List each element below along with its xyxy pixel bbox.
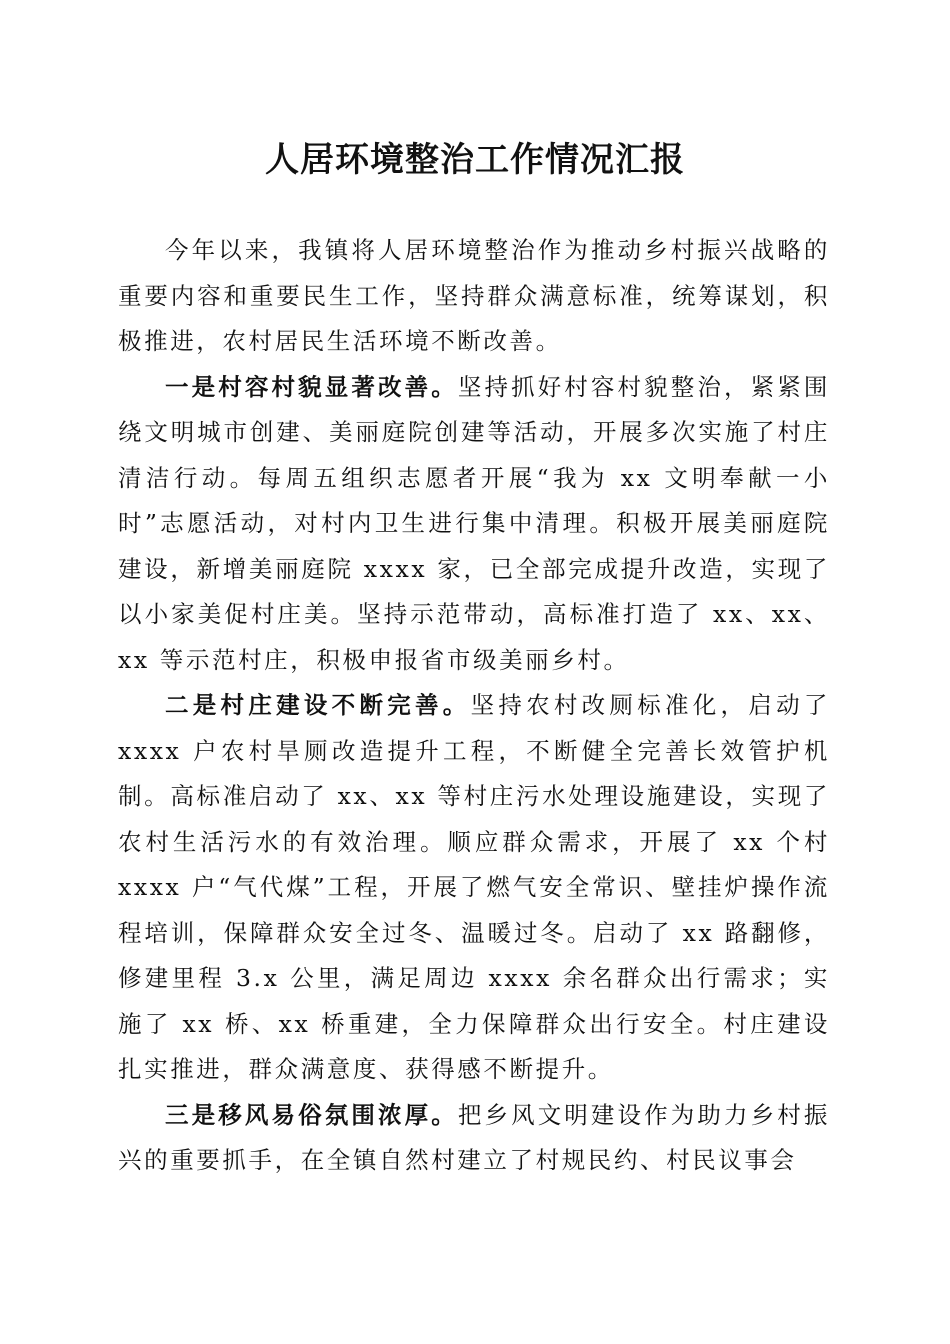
paragraph-lead: 二是村庄建设不断完善。	[165, 691, 471, 719]
paragraph-text: 今年以来，我镇将人居环境整治作为推动乡村振兴战略的重要内容和重要民生工作，坚持群众满意标准，统筹谋划，积极推进，农村居民生活环境不断改善。	[118, 236, 830, 355]
document-title: 人居环境整治工作情况汇报	[265, 140, 685, 180]
paragraph-lead: 一是村容村貌显著改善。	[165, 372, 458, 401]
paragraph-village-construction	[118, 683, 830, 1093]
paragraph-customs-reform	[118, 1093, 830, 1184]
paragraph-text: 坚持农村改厕标准化，启动了 xxxx 户农村旱厕改造提升工程，不断健全完善长效管护机制。高标准启动了 xx、xx 等村庄污水处理设施建设，实现了农村生活污水的有效治理。顺应群众需求，开展了 xx 个村 xxxx 户“气代煤”工程，开展了燃气安全常识、壁挂炉操作流程培训，保障群众安全过冬、温暖过冬。启动了 xx 路翻修，修建里程 3.x 公里，满足周边 xxxx 余名群众出行需求；实施了 xx 桥、xx 桥重建，全力保障群众出行安全。村庄建设扎实推进，群众满意度、获得感不断提升。	[118, 691, 830, 1083]
paragraph-intro	[118, 228, 830, 365]
paragraph-village-appearance	[118, 365, 830, 684]
paragraph-text: 坚持抓好村容村貌整治，紧紧围绕文明城市创建、美丽庭院创建等活动，开展多次实施了村庄清洁行动。每周五组织志愿者开展“我为 xx 文明奉献一小时”志愿活动，对村内卫生进行集中清理。积极开展美丽庭院建设，新增美丽庭院 xxxx 家，已全部完成提升改造，实现了以小家美促村庄美。坚持示范带动，高标准打造了 xx、xx、xx 等示范村庄，积极申报省市级美丽乡村。	[118, 372, 830, 674]
document-body	[118, 228, 830, 1184]
paragraph-text: 把乡风文明建设作为助力乡村振兴的重要抓手，在全镇自然村建立了村规民约、村民议事会	[118, 1100, 830, 1174]
paragraph-lead: 三是移风易俗氛围浓厚。	[165, 1100, 458, 1129]
